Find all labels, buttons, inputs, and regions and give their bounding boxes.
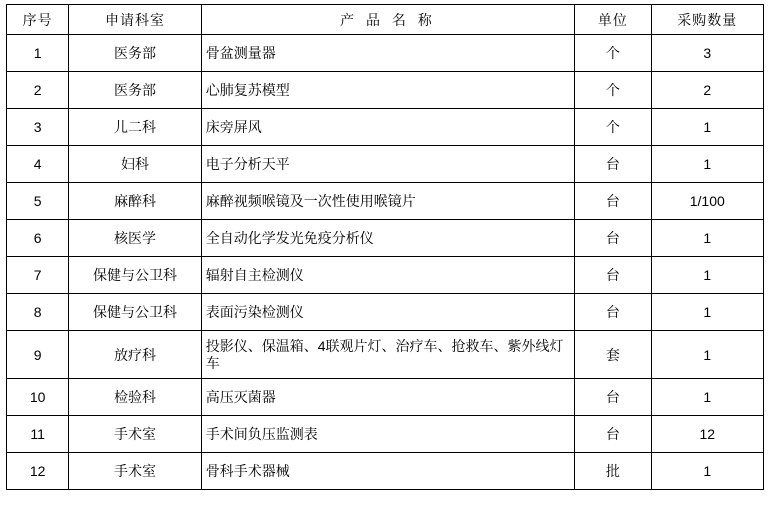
cell-no: 2 — [7, 72, 69, 109]
cell-dept: 保健与公卫科 — [69, 294, 202, 331]
cell-name: 表面污染检测仪 — [201, 294, 574, 331]
cell-qty: 1/100 — [651, 183, 763, 220]
cell-unit: 台 — [575, 294, 651, 331]
cell-unit: 台 — [575, 183, 651, 220]
cell-name: 麻醉视频喉镜及一次性使用喉镜片 — [201, 183, 574, 220]
cell-name: 骨盆测量器 — [201, 35, 574, 72]
table-row — [7, 109, 764, 146]
cell-unit: 个 — [575, 35, 651, 72]
table-body — [7, 35, 764, 490]
cell-unit: 批 — [575, 453, 651, 490]
cell-dept: 手术室 — [69, 453, 202, 490]
cell-dept: 核医学 — [69, 220, 202, 257]
cell-dept: 儿二科 — [69, 109, 202, 146]
cell-qty: 12 — [651, 416, 763, 453]
cell-name: 骨科手术器械 — [201, 453, 574, 490]
cell-no: 12 — [7, 453, 69, 490]
table-row — [7, 257, 764, 294]
cell-dept: 保健与公卫科 — [69, 257, 202, 294]
cell-dept: 手术室 — [69, 416, 202, 453]
table-row — [7, 453, 764, 490]
cell-name: 辐射自主检测仪 — [201, 257, 574, 294]
cell-dept: 放疗科 — [69, 331, 202, 379]
cell-unit: 台 — [575, 416, 651, 453]
cell-qty: 1 — [651, 379, 763, 416]
cell-qty: 1 — [651, 331, 763, 379]
header-cell-unit: 单位 — [575, 5, 651, 35]
cell-qty: 1 — [651, 109, 763, 146]
cell-no: 11 — [7, 416, 69, 453]
header-cell-qty: 采购数量 — [651, 5, 763, 35]
table-row — [7, 379, 764, 416]
cell-no: 9 — [7, 331, 69, 379]
table-row — [7, 220, 764, 257]
cell-qty: 1 — [651, 220, 763, 257]
cell-unit: 台 — [575, 220, 651, 257]
cell-name: 投影仪、保温箱、4联观片灯、治疗车、抢救车、紫外线灯车 — [201, 331, 574, 379]
cell-qty: 3 — [651, 35, 763, 72]
cell-qty: 1 — [651, 257, 763, 294]
cell-qty: 1 — [651, 453, 763, 490]
cell-qty: 1 — [651, 294, 763, 331]
cell-name: 全自动化学发光免疫分析仪 — [201, 220, 574, 257]
cell-no: 6 — [7, 220, 69, 257]
cell-dept: 医务部 — [69, 72, 202, 109]
cell-name: 电子分析天平 — [201, 146, 574, 183]
cell-name: 床旁屏风 — [201, 109, 574, 146]
table-row — [7, 331, 764, 379]
header-cell-no: 序号 — [7, 5, 69, 35]
table-row — [7, 416, 764, 453]
cell-no: 5 — [7, 183, 69, 220]
header-cell-name: 产 品 名 称 — [201, 5, 574, 35]
table-row — [7, 146, 764, 183]
cell-unit: 台 — [575, 257, 651, 294]
cell-unit: 台 — [575, 146, 651, 183]
cell-unit: 台 — [575, 379, 651, 416]
cell-no: 8 — [7, 294, 69, 331]
table-row — [7, 183, 764, 220]
cell-dept: 医务部 — [69, 35, 202, 72]
cell-qty: 2 — [651, 72, 763, 109]
cell-dept: 麻醉科 — [69, 183, 202, 220]
table-header-row — [7, 5, 764, 35]
table-header — [7, 5, 764, 35]
cell-no: 3 — [7, 109, 69, 146]
cell-qty: 1 — [651, 146, 763, 183]
header-cell-dept: 申请科室 — [69, 5, 202, 35]
procurement-table — [6, 4, 764, 490]
cell-unit: 个 — [575, 72, 651, 109]
table-row — [7, 72, 764, 109]
cell-name: 心肺复苏模型 — [201, 72, 574, 109]
cell-unit: 个 — [575, 109, 651, 146]
cell-name: 手术间负压监测表 — [201, 416, 574, 453]
cell-no: 7 — [7, 257, 69, 294]
table-row — [7, 294, 764, 331]
cell-no: 4 — [7, 146, 69, 183]
cell-dept: 检验科 — [69, 379, 202, 416]
table-row — [7, 35, 764, 72]
cell-no: 10 — [7, 379, 69, 416]
cell-unit: 套 — [575, 331, 651, 379]
cell-name: 高压灭菌器 — [201, 379, 574, 416]
cell-dept: 妇科 — [69, 146, 202, 183]
cell-no: 1 — [7, 35, 69, 72]
